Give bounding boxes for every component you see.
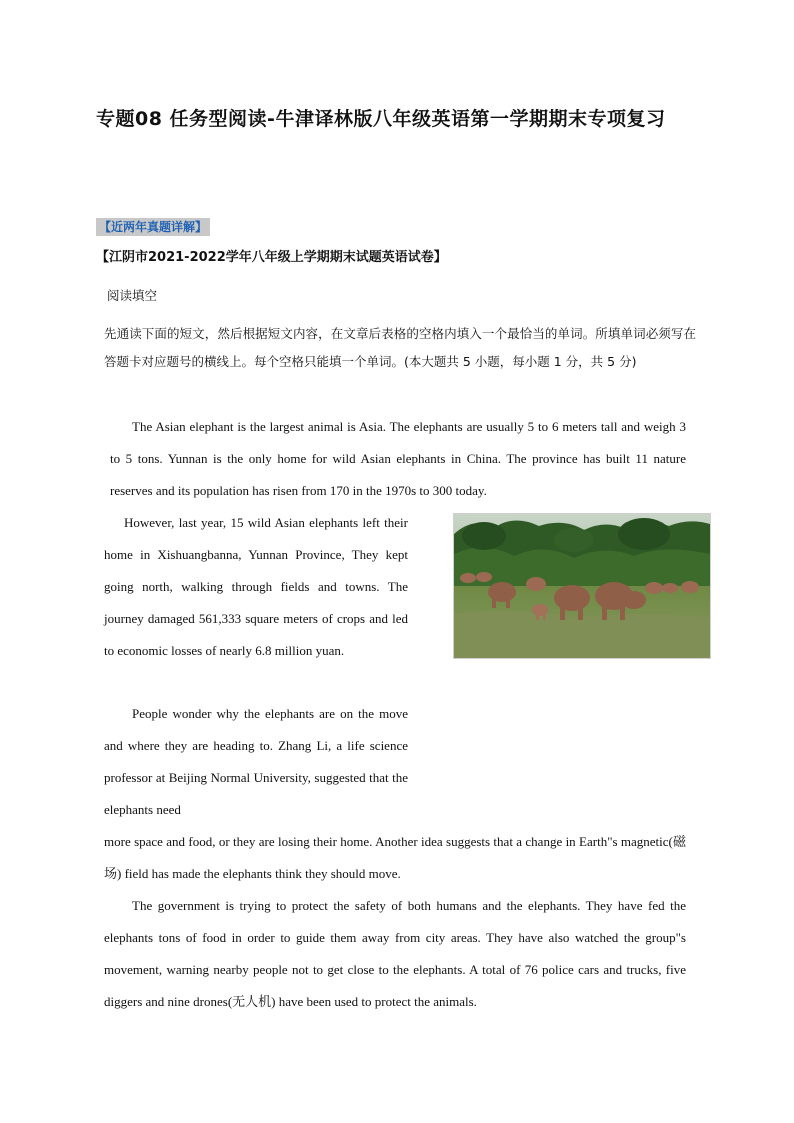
task-label: 阅读填空 bbox=[107, 288, 158, 303]
passage-paragraph-4: The government is trying to protect the safety of both humans and the elephants. They have fed the elephants tons of food in order to guide them away from city areas. They have also watched the group"s movement, warning nearby people not to get close to the elephants. A total of 76 police cars and trucks, five diggers and nine drones(无人机) have been used to protect the animals. bbox=[104, 898, 686, 1009]
passage-paragraph-1: The Asian elephant is the largest animal is Asia. The elephants are usually 5 to 6 meters tall and weigh 3 to 5 tons. Yunnan is the only home for wild Asian elephants in China. The province has built 11 nature reserves and its population has risen from 170 in the 1970s to 300 today. bbox=[110, 419, 686, 498]
passage-paragraph-3-continued: more space and food, or they are losing their home. Another idea suggests that a change in Earth"s magnetic(磁场) field has made the elephants think they should move. bbox=[104, 834, 686, 881]
exam-source-heading: 【江阴市2021-2022学年八年级上学期期末试题英语试卷】 bbox=[96, 250, 447, 265]
instructions-text: 先通读下面的短文，然后根据短文内容，在文章后表格的空格内填入一个最恰当的单词。所填单词必须写在答题卡对应题号的横线上。每个空格只能填一个单词。(本大题共 5 小题，每小题 1 分，共 5 分) bbox=[104, 326, 696, 369]
elephant-herd-photo bbox=[453, 513, 711, 659]
page-title: 专题08 任务型阅读-牛津译林版八年级英语第一学期期末专项复习 bbox=[96, 108, 666, 130]
passage-paragraph-3: People wonder why the elephants are on the move and where they are heading to. Zhang Li, a life science professor at Beijing Normal University, suggested that the elephants need bbox=[104, 706, 408, 817]
passage-paragraph-2: However, last year, 15 wild Asian elephants left their home in Xishuangbanna, Yunnan Province, They kept going north, walking through fields and towns. The journey damaged 561,333 square meters of crops and led to economic losses of nearly 6.8 million yuan. bbox=[104, 515, 408, 658]
section-tag: 【近两年真题详解】 bbox=[96, 218, 210, 236]
